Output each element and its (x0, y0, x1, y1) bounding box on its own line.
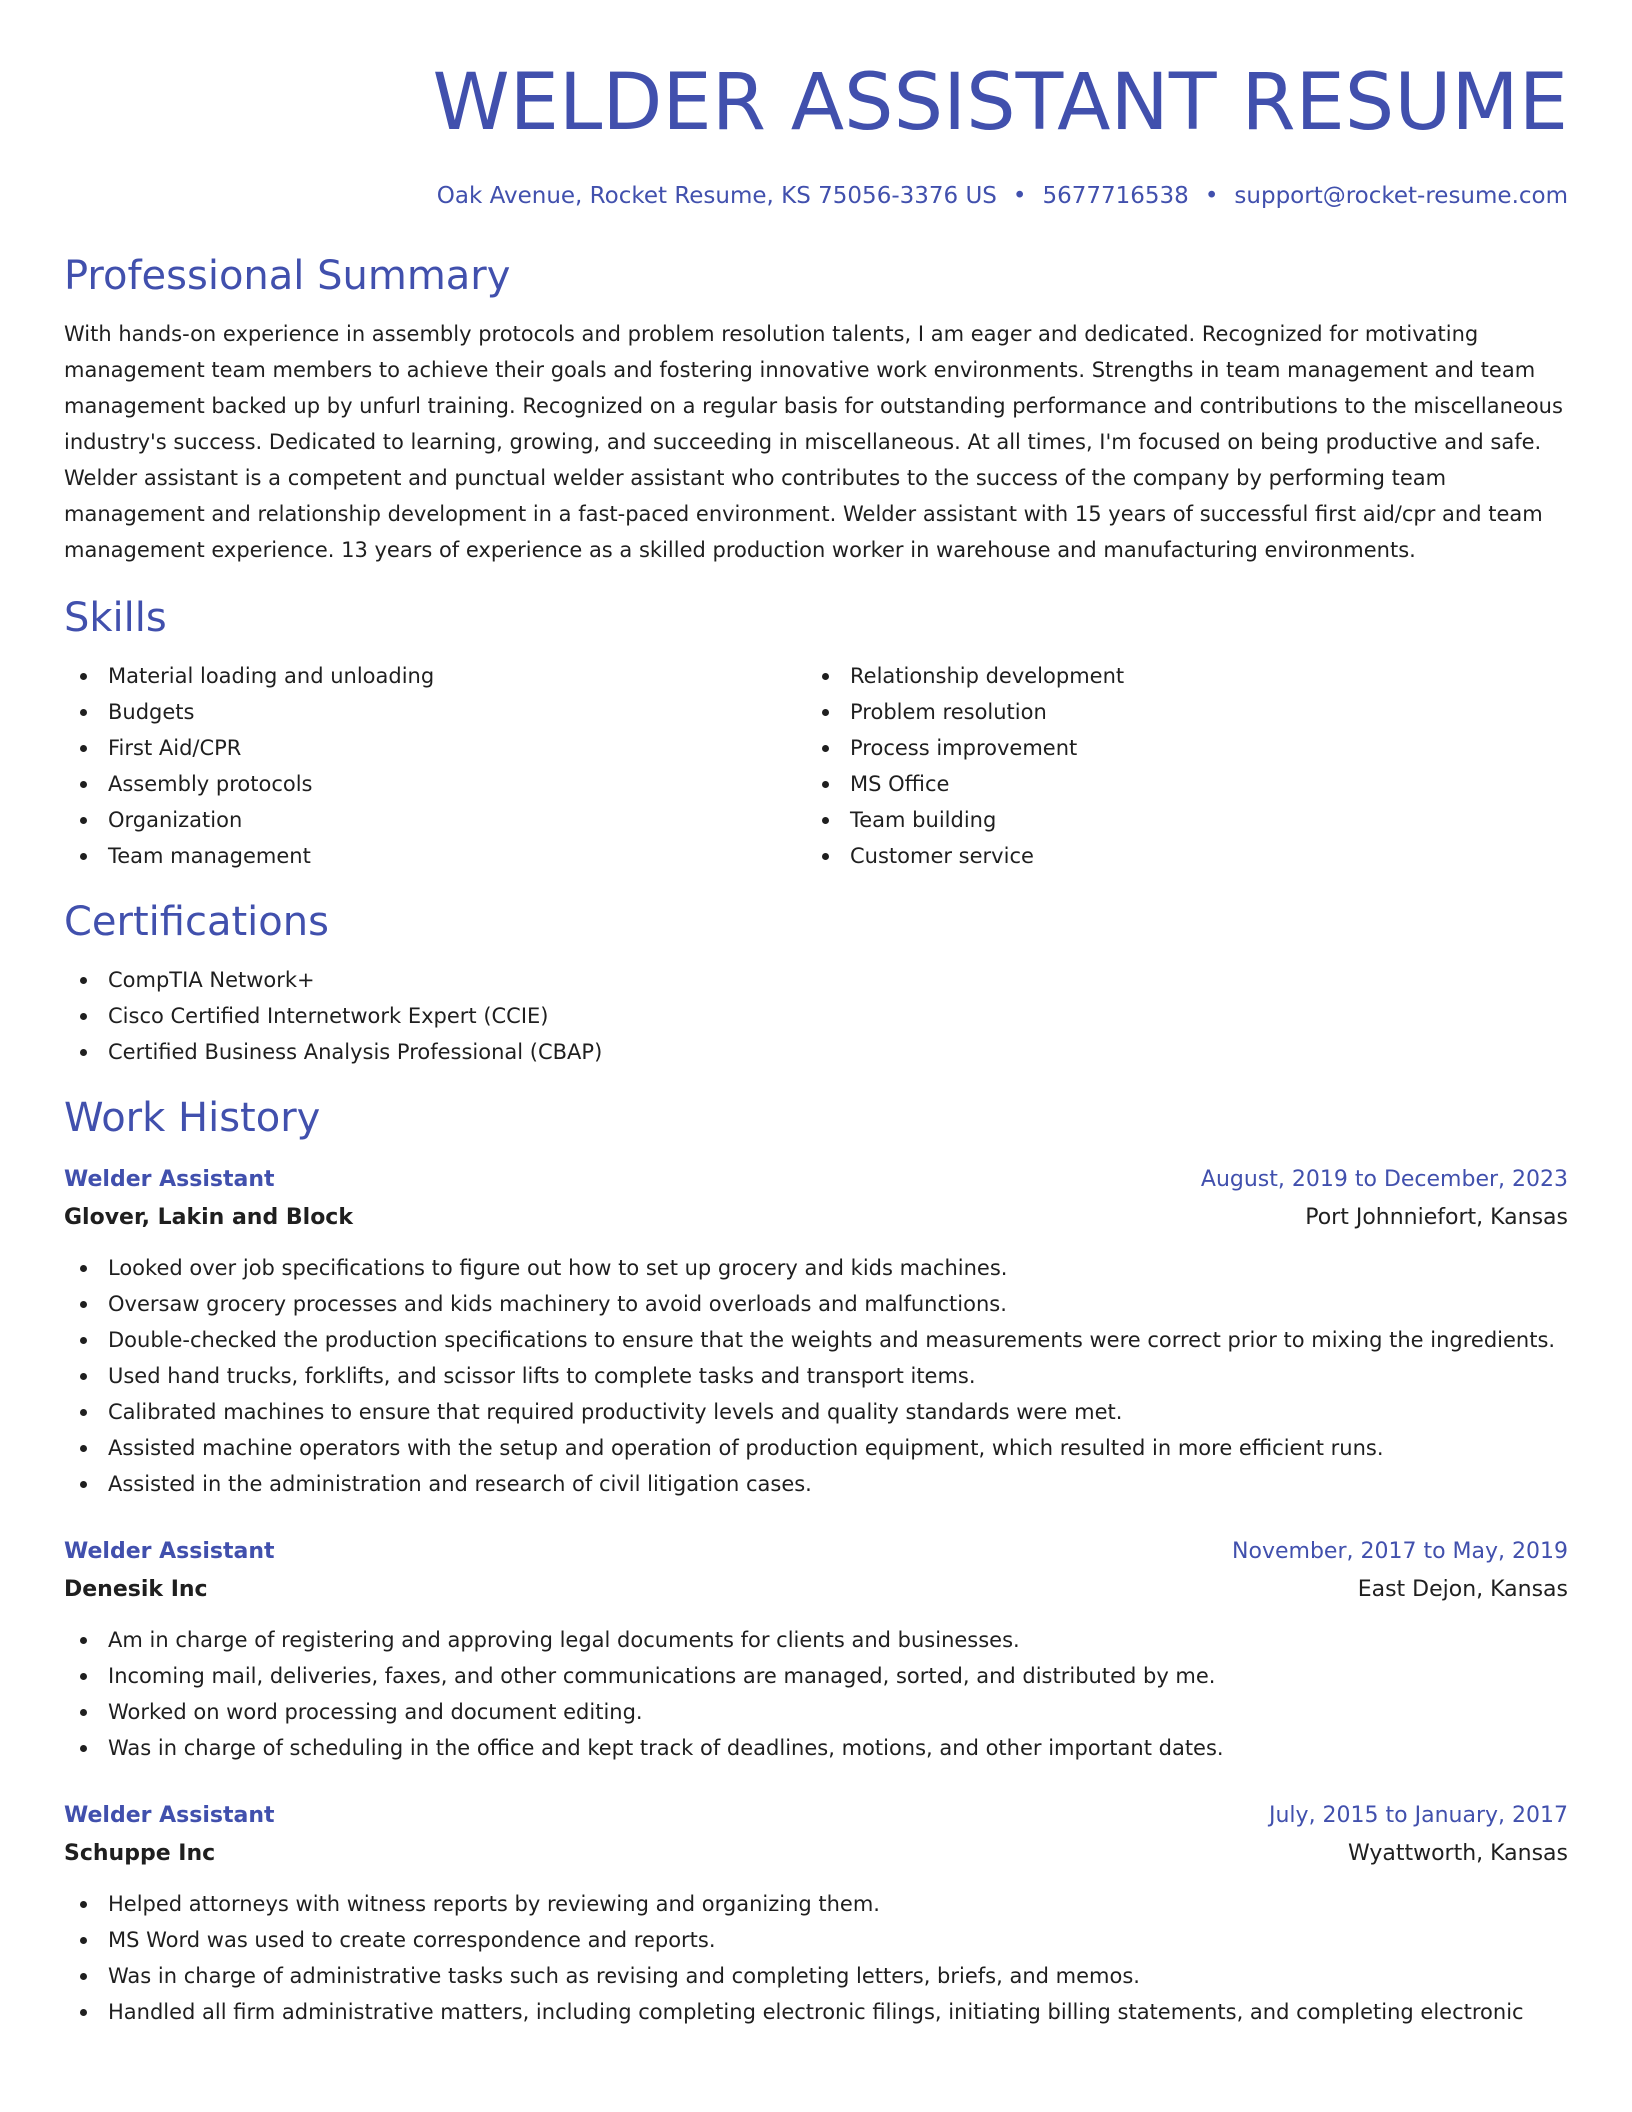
skill-item: Team building (806, 802, 1548, 838)
skills-list (64, 658, 1568, 874)
job-dates: November, 2017 to May, 2019 (1232, 1539, 1568, 1564)
job-location: East Dejon, Kansas (1357, 1577, 1568, 1602)
contact-address: Oak Avenue, Rocket Resume, KS 75056-3376 US (436, 183, 997, 209)
skill-item: First Aid/CPR (64, 730, 806, 766)
job-bullets (64, 1886, 1568, 2030)
skills-column-right (806, 658, 1548, 874)
job-title: Welder Assistant (64, 1167, 275, 1192)
job-header (64, 1162, 1568, 1198)
job-bullet: Used hand trucks, forklifts, and scissor lifts to complete tasks and transport items. (64, 1358, 1568, 1394)
contact-line (64, 180, 1568, 212)
job-bullet: Looked over job specifications to figure out how to set up grocery and kids machines. (64, 1250, 1568, 1286)
work-history-heading: Work History (64, 1095, 321, 1141)
job-bullet: Double-checked the production specifications to ensure that the weights and measurements were correct prior to mixing the ingredients. (64, 1322, 1568, 1358)
skill-item: Budgets (64, 694, 806, 730)
job-company: Glover, Lakin and Block (64, 1205, 353, 1230)
job-bullet: Incoming mail, deliveries, faxes, and other communications are managed, sorted, and distributed by me. (64, 1658, 1568, 1694)
job-entry (64, 1798, 1568, 2030)
contact-email[interactable]: support@rocket-resume.com (1234, 183, 1568, 209)
contact-phone: 5677716538 (1042, 183, 1189, 209)
job-header (64, 1534, 1568, 1570)
skill-item: Process improvement (806, 730, 1548, 766)
skill-item: Relationship development (806, 658, 1548, 694)
job-bullet: Assisted machine operators with the setup and operation of production equipment, which resulted in more efficient runs. (64, 1430, 1568, 1466)
job-title: Welder Assistant (64, 1539, 275, 1564)
job-subheader (64, 1198, 1568, 1238)
summary-heading: Professional Summary (64, 253, 511, 299)
resume-title: WELDER ASSISTANT RESUME (432, 58, 1568, 148)
certifications-list (64, 962, 1568, 1070)
contact-separator: • (1012, 183, 1027, 209)
job-bullet: MS Word was used to create correspondence and reports. (64, 1922, 1568, 1958)
job-location: Port Johnniefort, Kansas (1305, 1205, 1568, 1230)
skills-heading: Skills (64, 595, 167, 641)
job-bullet: Was in charge of scheduling in the office and kept track of deadlines, motions, and other important dates. (64, 1730, 1568, 1766)
job-company: Denesik Inc (64, 1577, 208, 1602)
job-dates: July, 2015 to January, 2017 (1269, 1803, 1568, 1828)
job-bullet: Handled all firm administrative matters, including completing electronic filings, initiating billing statements, and completing electronic (64, 1994, 1568, 2030)
job-bullet: Calibrated machines to ensure that required productivity levels and quality standards were met. (64, 1394, 1568, 1430)
job-bullet: Worked on word processing and document editing. (64, 1694, 1568, 1730)
job-dates: August, 2019 to December, 2023 (1200, 1167, 1568, 1192)
certifications-heading: Certifications (64, 899, 329, 945)
contact-separator: • (1204, 183, 1219, 209)
skill-item: Material loading and unloading (64, 658, 806, 694)
job-bullet: Assisted in the administration and research of civil litigation cases. (64, 1466, 1568, 1502)
skill-item: Assembly protocols (64, 766, 806, 802)
job-entry (64, 1162, 1568, 1502)
skill-item: Customer service (806, 838, 1548, 874)
certification-item: Certified Business Analysis Professional (CBAP) (64, 1034, 1568, 1070)
job-entry (64, 1534, 1568, 1766)
job-location: Wyattworth, Kansas (1347, 1841, 1568, 1866)
job-company: Schuppe Inc (64, 1841, 216, 1866)
job-bullet: Was in charge of administrative tasks such as revising and completing letters, briefs, and memos. (64, 1958, 1568, 1994)
certification-item: Cisco Certified Internetwork Expert (CCIE) (64, 998, 1568, 1034)
job-header (64, 1798, 1568, 1834)
skill-item: Problem resolution (806, 694, 1548, 730)
certification-item: CompTIA Network+ (64, 962, 1568, 998)
skill-item: MS Office (806, 766, 1548, 802)
job-bullet: Helped attorneys with witness reports by reviewing and organizing them. (64, 1886, 1568, 1922)
skill-item: Organization (64, 802, 806, 838)
job-bullets (64, 1250, 1568, 1502)
job-subheader (64, 1834, 1568, 1874)
job-subheader (64, 1570, 1568, 1610)
job-bullet: Am in charge of registering and approving legal documents for clients and businesses. (64, 1622, 1568, 1658)
skill-item: Team management (64, 838, 806, 874)
job-bullet: Oversaw grocery processes and kids machinery to avoid overloads and malfunctions. (64, 1286, 1568, 1322)
job-title: Welder Assistant (64, 1803, 275, 1828)
summary-text: With hands-on experience in assembly protocols and problem resolution talents, I am eager and dedicated. Recognized for motivating management team members to achieve their goals and fostering innovative work environments. Strengths in team management and team management backed up by unfurl training. Recognized on a regular basis for outstanding performance and contributions to the miscellaneous industry's success. Dedicated to learning, growing, and succeeding in miscellaneous. At all times, I'm focused on being productive and safe. Welder assistant is a competent and punctual welder assistant who contributes to the success of the company by performing team management and relationship development in a fast-paced environment. Welder assistant with 15 years of successful first aid/cpr and team management experience. 13 years of experience as a skilled production worker in warehouse and manufacturing environments. (64, 322, 1563, 562)
job-bullets (64, 1622, 1568, 1766)
skills-column-left (64, 658, 806, 874)
